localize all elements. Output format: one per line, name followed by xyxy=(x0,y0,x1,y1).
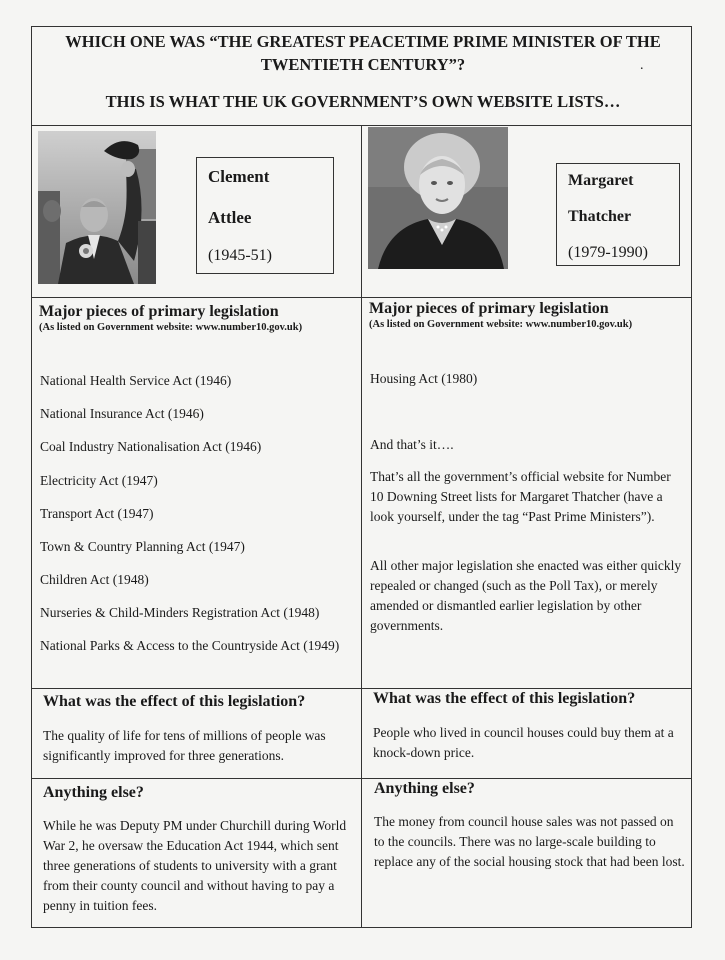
attlee-photo xyxy=(38,131,156,284)
divider-portraits xyxy=(31,297,692,298)
attlee-first-name: Clement xyxy=(208,167,270,186)
thatcher-years: (1979-1990) xyxy=(568,244,648,261)
thatcher-legislation-heading: Major pieces of primary legislation xyxy=(369,300,609,317)
thatcher-else-heading: Anything else? xyxy=(374,780,475,797)
thatcher-legislation-item: Housing Act (1980) xyxy=(370,371,478,386)
attlee-legislation-item: National Health Service Act (1946) xyxy=(40,373,232,388)
divider-else xyxy=(31,778,692,779)
attlee-effect-text: The quality of life for tens of millions of people was significantly improved for three generations. xyxy=(43,728,326,763)
attlee-legislation-item: National Parks & Access to the Countryside Act (1949) xyxy=(40,638,340,653)
thatcher-effect-text: People who lived in council houses could buy them at a knock-down price. xyxy=(373,725,674,760)
attlee-legislation-item: Transport Act (1947) xyxy=(40,506,154,521)
thatcher-effect-heading: What was the effect of this legislation? xyxy=(373,690,636,707)
thatcher-thats-it: And that’s it…. xyxy=(370,437,454,452)
thatcher-paragraph-2: All other major legislation she enacted was either quickly repealed or changed (such as the Poll Tax), or merely amended or dismantled earlier legislation by other governments. xyxy=(370,558,682,633)
attlee-legislation-note: (As listed on Government website: www.number10.gov.uk) xyxy=(39,322,303,333)
attlee-legislation-item: National Insurance Act (1946) xyxy=(40,406,204,421)
attlee-legislation-item: Nurseries & Child-Minders Registration Act (1948) xyxy=(40,605,320,620)
attlee-else-text: While he was Deputy PM under Churchill during World War 2, he oversaw the Education Act 1944, which sent three generations of students to university with a grant from their county council and without having to pay a penny in tuition fees. xyxy=(43,818,347,913)
attlee-legislation-item: Children Act (1948) xyxy=(40,572,149,587)
thatcher-first-name: Margaret xyxy=(568,172,634,189)
attlee-legislation-heading: Major pieces of primary legislation xyxy=(39,303,279,320)
stray-mark: . xyxy=(640,58,644,73)
divider-effect xyxy=(31,688,692,689)
thatcher-paragraph-1: That’s all the government’s official website for Number 10 Downing Street lists for Margaret Thatcher (have a look yourself, under the tag “Past Prime Ministers”). xyxy=(370,469,671,524)
page-subtitle: THIS IS WHAT THE UK GOVERNMENT’S OWN WEBSITE LISTS… xyxy=(105,92,621,111)
thatcher-last-name: Thatcher xyxy=(568,208,632,225)
attlee-legislation-item: Coal Industry Nationalisation Act (1946) xyxy=(40,439,262,454)
page-title: WHICH ONE WAS “THE GREATEST PEACETIME PRIME MINISTER OF THE TWENTIETH CENTURY”? xyxy=(65,32,661,74)
attlee-else-heading: Anything else? xyxy=(43,784,144,801)
divider-columns xyxy=(361,125,362,928)
thatcher-else-text: The money from council house sales was not passed on to the councils. There was no large-scale building to replace any of the social housing stock that had been lost. xyxy=(374,814,685,869)
attlee-legislation-item: Town & Country Planning Act (1947) xyxy=(40,539,245,554)
attlee-last-name: Attlee xyxy=(208,208,252,227)
thatcher-legislation-note: (As listed on Government website: www.number10.gov.uk) xyxy=(369,319,633,330)
attlee-effect-heading: What was the effect of this legislation? xyxy=(43,693,306,710)
thatcher-photo xyxy=(368,127,508,269)
attlee-years: (1945-51) xyxy=(208,247,272,264)
attlee-legislation-item: Electricity Act (1947) xyxy=(40,473,158,488)
